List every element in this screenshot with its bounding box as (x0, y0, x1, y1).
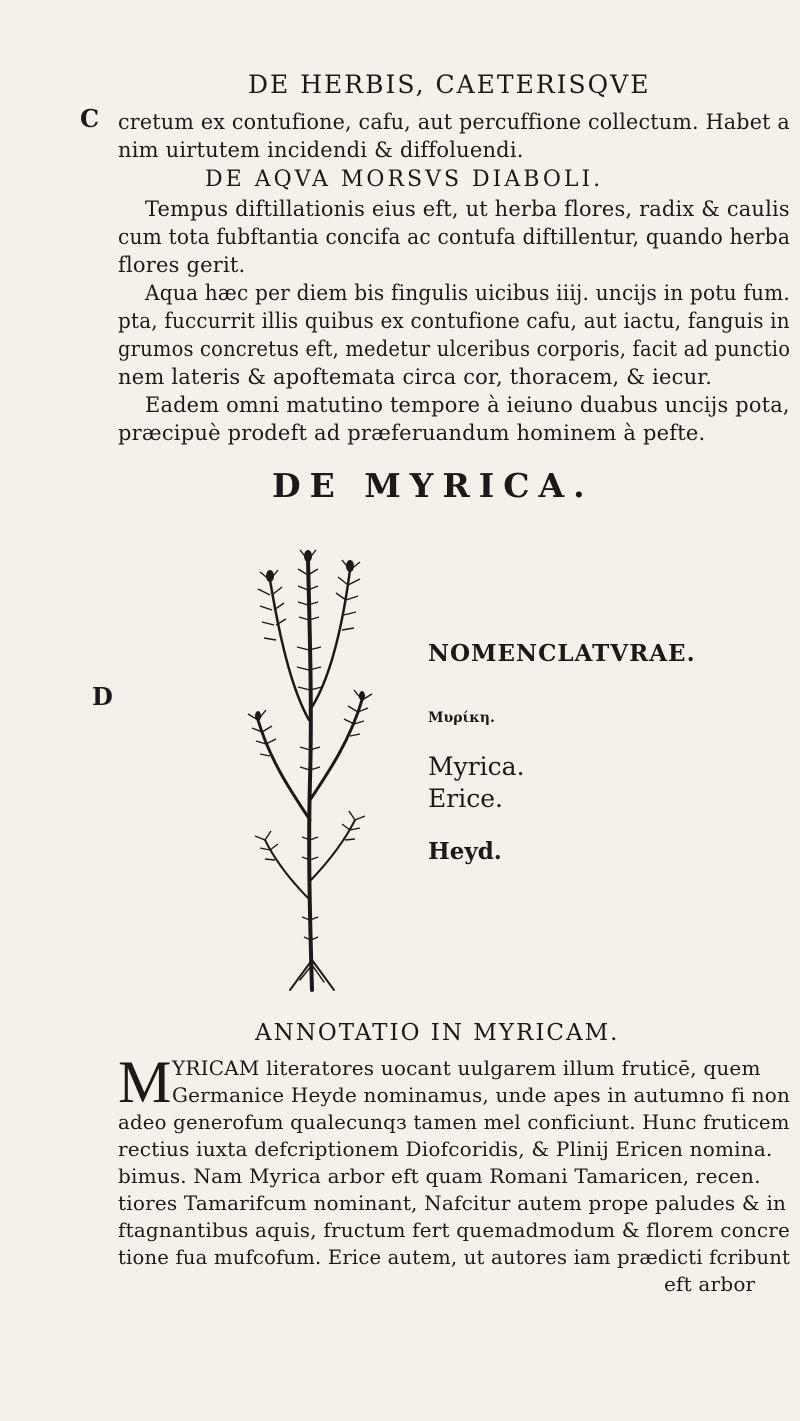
greek-name: Μυρίκη. (428, 710, 495, 726)
drop-cap: M (118, 1049, 172, 1115)
annotation-heading: ANNOTATIO IN MYRICAM. (255, 1020, 620, 1046)
margin-letter-d: D (92, 682, 113, 711)
text-line: grumos concretus eft, medetur ulceribus corporis, facit ad punctio (118, 337, 791, 361)
text-line: bimus. Nam Myrica arbor eft quam Romani Tamaricen, recen. (118, 1164, 761, 1188)
latin-name: Erice. (428, 784, 503, 813)
text-line: pta, fuccurrit illis quibus ex contufione cafu, aut iactu, fanguis in (118, 309, 790, 333)
text-line: Germanice Heyde nominamus, unde apes in autumno fi non (172, 1083, 791, 1107)
text-line: præcipuè prodeft ad præferuandum hominem à pefte. (118, 421, 706, 445)
text-line: nim uirtutem incidendi & diffoluendi. (118, 138, 524, 162)
text-line: ftagnantibus aquis, fructum fert quemadmodum & florem concre (118, 1218, 791, 1242)
running-head: DE HERBIS, CAETERISQVE (248, 70, 651, 99)
text-line: tione fua mufcofum. Erice autem, ut autores iam prædicti fcribunt (118, 1245, 791, 1269)
text-line: rectius iuxta defcriptionem Diofcoridis, & Plinij Ericen nomina. (118, 1137, 773, 1161)
text-line: Aqua hæc per diem bis fingulis uicibus iiij. uncijs in potu fum. (145, 281, 790, 305)
text-line: Tempus diftillationis eius eft, ut herba flores, radix & caulis (145, 197, 790, 221)
text-line: cretum ex contufione, cafu, aut percuffione collectum. Habet a (118, 110, 790, 134)
text-line: adeo generofum qualecunqз tamen mel conficiunt. Hunc fruticem (118, 1110, 790, 1134)
myrica-woodcut-illustration (230, 520, 390, 1000)
text-line: tiores Tamarifcum nominant, Nafcitur autem prope paludes & in (118, 1191, 787, 1215)
section-heading: DE AQVA MORSVS DIABOLI. (205, 167, 604, 192)
catchword: eft arbor (664, 1272, 756, 1296)
text-line: YRICAM literatores uocant uulgarem illum fruticē, quem (172, 1056, 761, 1080)
text-line: cum tota fubftantia concifa ac contufa diftillentur, quando herba (118, 225, 791, 249)
text-line: Eadem omni matutino tempore à ieiuno duabus uncijs pota, (145, 393, 790, 417)
nomenclature-heading: NOMENCLATVRAE. (428, 640, 696, 667)
german-name: Heyd. (428, 838, 502, 865)
margin-letter-c: C (80, 104, 100, 133)
latin-name: Myrica. (428, 752, 525, 781)
chapter-title: DE MYRICA. (272, 466, 594, 505)
text-line: nem lateris & apoftemata circa cor, thoracem, & iecur. (118, 365, 713, 389)
text-line: flores gerit. (118, 253, 246, 277)
